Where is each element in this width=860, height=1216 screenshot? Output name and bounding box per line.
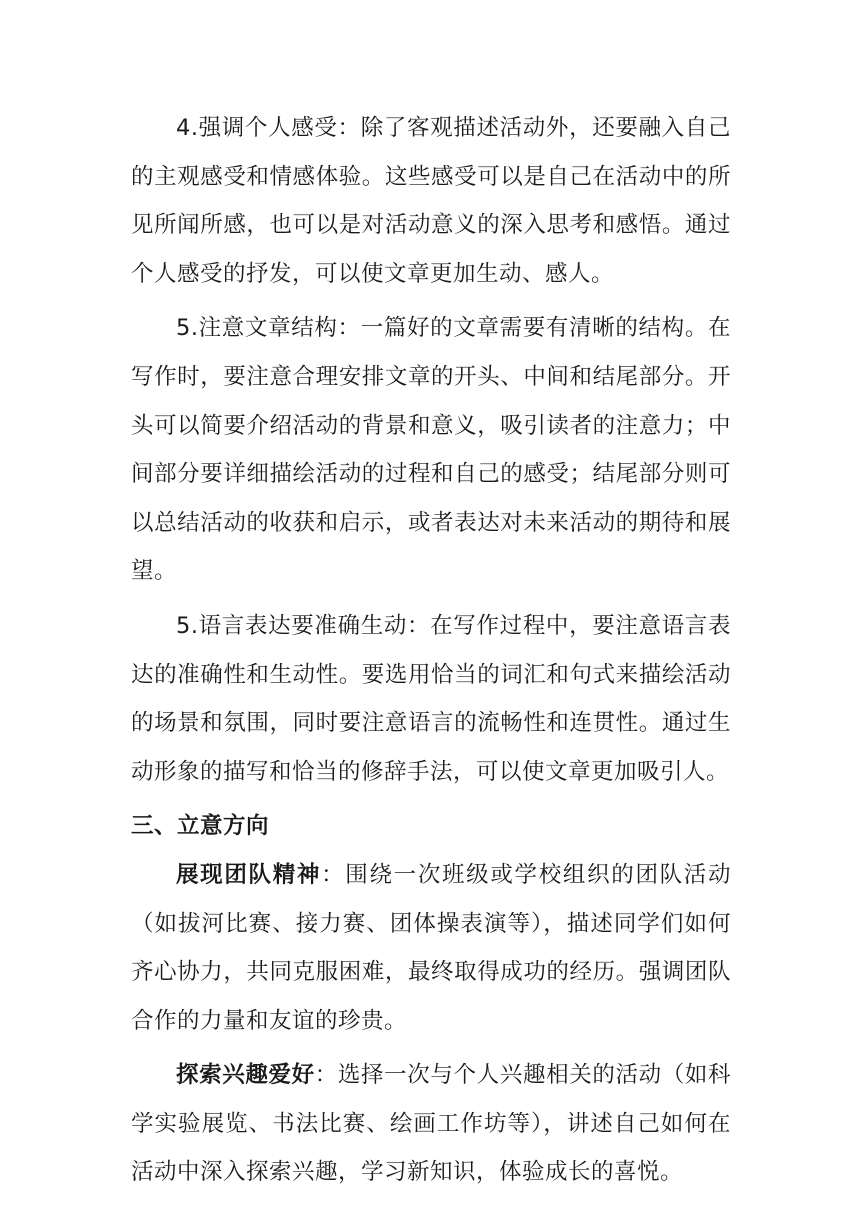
section-heading: 三、立意方向 — [131, 813, 270, 840]
paragraph-text: 注意文章结构：一篇好的文章需要有清晰的结构。在写作时，要注意合理安排文章的开头、中间和结尾部分。开头可以简要介绍活动的背景和意义，吸引读者的注意力；中间部分要详细描绘活动的过程和自己的感受；结尾部分则可以总结活动的收获和启示，或者表达对未来活动的期待和展望。 — [131, 315, 731, 585]
paragraph-text: 强调个人感受：除了客观描述活动外，还要融入自己的主观感受和情感体验。这些感受可以是自己在活动中的所见所闻所感，也可以是对活动意义的深入思考和感悟。通过个人感受的抒发，可以使文章更加生动、感人。 — [131, 115, 731, 287]
paragraph-emphasize-feelings — [131, 104, 731, 298]
item-lead-term: 探索兴趣爱好 — [176, 1062, 315, 1089]
document-page — [131, 104, 731, 1203]
item-text: ：选择一次与个人兴趣相关的活动（如科学实验展览、书法比赛、绘画工作坊等），讲述自己如何在活动中深入探索兴趣，学习新知识，体验成长的喜悦。 — [131, 1062, 731, 1186]
item-explore-interests — [131, 1051, 731, 1197]
paragraph-number: 4. — [176, 115, 199, 141]
paragraph-number: 5. — [176, 315, 199, 342]
paragraph-language-expression — [131, 602, 731, 796]
item-team-spirit — [131, 851, 731, 1045]
paragraph-text: 语言表达要准确生动：在写作过程中，要注意语言表达的准确性和生动性。要选用恰当的词汇和句式来描绘活动的场景和氛围，同时要注意语言的流畅性和连贯性。通过生动形象的描写和恰当的修辞手法，可以使文章更加吸引人。 — [131, 612, 731, 785]
paragraph-article-structure — [131, 304, 731, 596]
item-lead-term: 展现团队精神 — [176, 861, 322, 888]
paragraph-number: 5. — [176, 612, 199, 639]
item-text: ：围绕一次班级或学校组织的团队活动（如拔河比赛、接力赛、团体操表演等），描述同学们如何齐心协力，共同克服困难，最终取得成功的经历。强调团队合作的力量和友谊的珍贵。 — [131, 861, 731, 1034]
